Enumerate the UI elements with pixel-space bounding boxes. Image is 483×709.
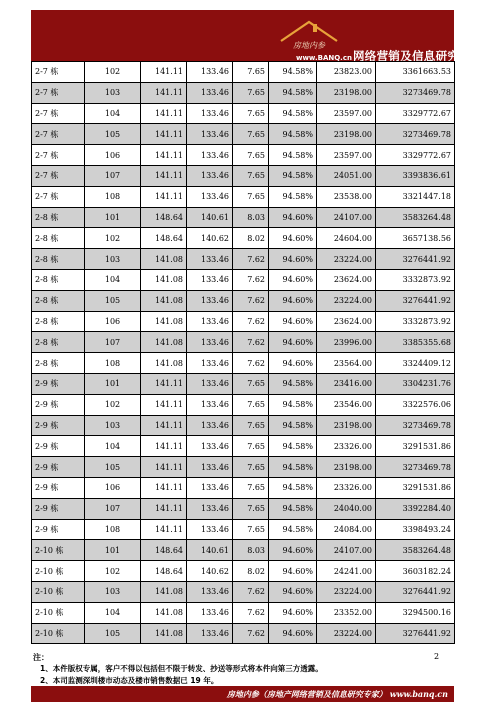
area-cell: 141.11 (141, 457, 187, 478)
unit-price-cell: 23352.00 (317, 602, 376, 623)
unit-cell: 107 (85, 332, 141, 353)
ratio-cell: 94.60% (269, 207, 317, 228)
inner-area-cell: 133.46 (187, 477, 233, 498)
shared-area-cell: 7.65 (233, 124, 269, 145)
inner-area-cell: 133.46 (187, 186, 233, 207)
area-cell: 141.08 (141, 249, 187, 270)
shared-area-cell: 7.62 (233, 311, 269, 332)
shared-area-cell: 8.02 (233, 561, 269, 582)
table-row (32, 353, 455, 374)
inner-area-cell: 140.61 (187, 207, 233, 228)
area-cell: 148.64 (141, 561, 187, 582)
table-row (32, 436, 455, 457)
total-price-cell: 3332873.92 (376, 269, 455, 290)
unit-price-cell: 23224.00 (317, 581, 376, 602)
building-cell: 2-9 栋 (32, 415, 85, 436)
unit-cell: 101 (85, 207, 141, 228)
shared-area-cell: 7.65 (233, 519, 269, 540)
area-cell: 141.11 (141, 103, 187, 124)
ratio-cell: 94.58% (269, 394, 317, 415)
shared-area-cell: 7.65 (233, 103, 269, 124)
table-row (32, 82, 455, 103)
shared-area-cell: 7.65 (233, 186, 269, 207)
shared-area-cell: 7.65 (233, 457, 269, 478)
inner-area-cell: 133.46 (187, 311, 233, 332)
table-row (32, 561, 455, 582)
inner-area-cell: 133.46 (187, 623, 233, 644)
inner-area-cell: 133.46 (187, 269, 233, 290)
unit-price-cell: 24051.00 (317, 165, 376, 186)
ratio-cell: 94.58% (269, 124, 317, 145)
shared-area-cell: 7.65 (233, 415, 269, 436)
building-cell: 2-9 栋 (32, 477, 85, 498)
ratio-cell: 94.58% (269, 373, 317, 394)
total-price-cell: 3276441.92 (376, 290, 455, 311)
total-price-cell: 3273469.78 (376, 415, 455, 436)
unit-cell: 104 (85, 103, 141, 124)
total-price-cell: 3603182.24 (376, 561, 455, 582)
area-cell: 141.11 (141, 519, 187, 540)
area-cell: 148.64 (141, 207, 187, 228)
total-price-cell: 3583264.48 (376, 207, 455, 228)
unit-price-cell: 24107.00 (317, 540, 376, 561)
total-price-cell: 3329772.67 (376, 103, 455, 124)
note-monitoring: 2、本司监测深圳楼市动态及楼市销售数据已 19 年。 (40, 676, 219, 685)
inner-area-cell: 133.46 (187, 457, 233, 478)
ratio-cell: 94.60% (269, 623, 317, 644)
total-price-cell: 3304231.76 (376, 373, 455, 394)
table-row (32, 62, 455, 83)
unit-price-cell: 23416.00 (317, 373, 376, 394)
area-cell: 141.08 (141, 623, 187, 644)
building-cell: 2-10 栋 (32, 540, 85, 561)
area-cell: 141.08 (141, 581, 187, 602)
building-cell: 2-7 栋 (32, 62, 85, 83)
unit-price-cell: 23198.00 (317, 457, 376, 478)
shared-area-cell: 7.65 (233, 498, 269, 519)
ratio-cell: 94.60% (269, 269, 317, 290)
unit-cell: 104 (85, 269, 141, 290)
area-cell: 141.11 (141, 82, 187, 103)
unit-price-cell: 23224.00 (317, 290, 376, 311)
area-cell: 141.08 (141, 269, 187, 290)
unit-cell: 102 (85, 62, 141, 83)
header-title: 网络营销及信息研究专家 (353, 49, 483, 63)
unit-price-cell: 23326.00 (317, 436, 376, 457)
ratio-cell: 94.58% (269, 457, 317, 478)
inner-area-cell: 133.46 (187, 581, 233, 602)
total-price-cell: 3324409.12 (376, 353, 455, 374)
table-row (32, 581, 455, 602)
area-cell: 141.11 (141, 124, 187, 145)
ratio-cell: 94.60% (269, 602, 317, 623)
unit-price-cell: 24241.00 (317, 561, 376, 582)
shared-area-cell: 7.62 (233, 581, 269, 602)
shared-area-cell: 7.65 (233, 165, 269, 186)
shared-area-cell: 7.62 (233, 290, 269, 311)
total-price-cell: 3294500.16 (376, 602, 455, 623)
unit-price-cell: 24604.00 (317, 228, 376, 249)
building-cell: 2-7 栋 (32, 103, 85, 124)
notes-heading: 注： (33, 652, 49, 662)
total-price-cell: 3276441.92 (376, 581, 455, 602)
inner-area-cell: 133.46 (187, 124, 233, 145)
inner-area-cell: 133.46 (187, 62, 233, 83)
area-cell: 141.11 (141, 62, 187, 83)
unit-cell: 103 (85, 82, 141, 103)
ratio-cell: 94.60% (269, 561, 317, 582)
total-price-cell: 3273469.78 (376, 82, 455, 103)
unit-price-cell: 23823.00 (317, 62, 376, 83)
ratio-cell: 94.58% (269, 519, 317, 540)
area-cell: 141.11 (141, 145, 187, 166)
building-cell: 2-10 栋 (32, 602, 85, 623)
table-row (32, 290, 455, 311)
building-cell: 2-8 栋 (32, 228, 85, 249)
building-cell: 2-8 栋 (32, 290, 85, 311)
unit-price-cell: 23326.00 (317, 477, 376, 498)
building-cell: 2-10 栋 (32, 581, 85, 602)
unit-cell: 106 (85, 145, 141, 166)
total-price-cell: 3329772.67 (376, 145, 455, 166)
unit-price-cell: 24107.00 (317, 207, 376, 228)
unit-cell: 107 (85, 498, 141, 519)
shared-area-cell: 7.65 (233, 436, 269, 457)
unit-price-cell: 23198.00 (317, 124, 376, 145)
table-row (32, 540, 455, 561)
shared-area-cell: 8.02 (233, 228, 269, 249)
inner-area-cell: 133.46 (187, 165, 233, 186)
table-row (32, 249, 455, 270)
table-row (32, 124, 455, 145)
table-row (32, 477, 455, 498)
ratio-cell: 94.58% (269, 498, 317, 519)
area-cell: 141.08 (141, 332, 187, 353)
total-price-cell: 3291531.86 (376, 436, 455, 457)
total-price-cell: 3657138.56 (376, 228, 455, 249)
unit-cell: 105 (85, 623, 141, 644)
ratio-cell: 94.58% (269, 165, 317, 186)
table-row (32, 623, 455, 644)
ratio-cell: 94.58% (269, 62, 317, 83)
inner-area-cell: 140.62 (187, 228, 233, 249)
ratio-cell: 94.58% (269, 82, 317, 103)
table-row (32, 519, 455, 540)
inner-area-cell: 133.46 (187, 249, 233, 270)
table-row (32, 332, 455, 353)
inner-area-cell: 133.46 (187, 519, 233, 540)
ratio-cell: 94.60% (269, 249, 317, 270)
inner-area-cell: 133.46 (187, 373, 233, 394)
note-copyright: 1、本件版权专属，客户不得以包括但不限于转发、抄送等形式将本件向第三方透露。 (40, 664, 323, 673)
unit-cell: 106 (85, 477, 141, 498)
inner-area-cell: 133.46 (187, 103, 233, 124)
building-cell: 2-10 栋 (32, 561, 85, 582)
table-row (32, 394, 455, 415)
table-row (32, 269, 455, 290)
total-price-cell: 3361663.53 (376, 62, 455, 83)
building-cell: 2-7 栋 (32, 165, 85, 186)
total-price-cell: 3273469.78 (376, 457, 455, 478)
table-row (32, 165, 455, 186)
area-cell: 141.11 (141, 186, 187, 207)
unit-cell: 107 (85, 165, 141, 186)
building-cell: 2-9 栋 (32, 519, 85, 540)
building-cell: 2-9 栋 (32, 436, 85, 457)
unit-cell: 102 (85, 561, 141, 582)
unit-price-cell: 24084.00 (317, 519, 376, 540)
inner-area-cell: 133.46 (187, 436, 233, 457)
area-cell: 141.11 (141, 373, 187, 394)
ratio-cell: 94.60% (269, 353, 317, 374)
building-cell: 2-9 栋 (32, 498, 85, 519)
unit-cell: 103 (85, 249, 141, 270)
shared-area-cell: 7.65 (233, 62, 269, 83)
unit-price-cell: 23546.00 (317, 394, 376, 415)
ratio-cell: 94.58% (269, 103, 317, 124)
building-cell: 2-7 栋 (32, 124, 85, 145)
unit-price-cell: 23224.00 (317, 249, 376, 270)
shared-area-cell: 7.65 (233, 477, 269, 498)
unit-cell: 101 (85, 540, 141, 561)
total-price-cell: 3321447.18 (376, 186, 455, 207)
unit-price-cell: 23624.00 (317, 269, 376, 290)
area-cell: 141.08 (141, 311, 187, 332)
building-cell: 2-8 栋 (32, 269, 85, 290)
unit-cell: 104 (85, 602, 141, 623)
unit-price-cell: 23224.00 (317, 623, 376, 644)
inner-area-cell: 140.62 (187, 561, 233, 582)
total-price-cell: 3398493.24 (376, 519, 455, 540)
shared-area-cell: 7.62 (233, 332, 269, 353)
area-cell: 141.11 (141, 394, 187, 415)
shared-area-cell: 7.62 (233, 249, 269, 270)
table-row (32, 498, 455, 519)
area-cell: 141.08 (141, 290, 187, 311)
area-cell: 141.08 (141, 353, 187, 374)
sales-data-table (31, 61, 455, 644)
building-cell: 2-9 栋 (32, 394, 85, 415)
building-cell: 2-8 栋 (32, 249, 85, 270)
unit-price-cell: 24040.00 (317, 498, 376, 519)
table-row (32, 103, 455, 124)
table-row (32, 457, 455, 478)
area-cell: 148.64 (141, 540, 187, 561)
shared-area-cell: 8.03 (233, 207, 269, 228)
inner-area-cell: 133.46 (187, 602, 233, 623)
shared-area-cell: 7.62 (233, 269, 269, 290)
logo-url: www.BANQ.cn (296, 54, 352, 62)
ratio-cell: 94.58% (269, 186, 317, 207)
inner-area-cell: 133.46 (187, 332, 233, 353)
table-row (32, 311, 455, 332)
total-price-cell: 3393836.61 (376, 165, 455, 186)
unit-price-cell: 23597.00 (317, 145, 376, 166)
unit-cell: 101 (85, 373, 141, 394)
shared-area-cell: 7.65 (233, 145, 269, 166)
table-body (32, 62, 455, 644)
unit-cell: 103 (85, 415, 141, 436)
building-cell: 2-8 栋 (32, 311, 85, 332)
unit-price-cell: 23624.00 (317, 311, 376, 332)
unit-cell: 104 (85, 436, 141, 457)
unit-price-cell: 23198.00 (317, 82, 376, 103)
footer-text: 房地内参（房地产网络营销及信息研究专家） www.banq.cn (226, 689, 448, 699)
ratio-cell: 94.60% (269, 332, 317, 353)
table-row (32, 415, 455, 436)
total-price-cell: 3273469.78 (376, 124, 455, 145)
ratio-cell: 94.60% (269, 581, 317, 602)
table-row (32, 207, 455, 228)
total-price-cell: 3291531.86 (376, 477, 455, 498)
inner-area-cell: 133.46 (187, 353, 233, 374)
total-price-cell: 3276441.92 (376, 623, 455, 644)
shared-area-cell: 7.62 (233, 602, 269, 623)
area-cell: 141.11 (141, 415, 187, 436)
unit-cell: 108 (85, 353, 141, 374)
inner-area-cell: 133.46 (187, 145, 233, 166)
total-price-cell: 3322576.06 (376, 394, 455, 415)
logo-wordmark: 房地内参 (293, 41, 325, 50)
area-cell: 141.11 (141, 165, 187, 186)
inner-area-cell: 133.46 (187, 498, 233, 519)
building-cell: 2-10 栋 (32, 623, 85, 644)
area-cell: 141.11 (141, 498, 187, 519)
total-price-cell: 3332873.92 (376, 311, 455, 332)
area-cell: 141.11 (141, 477, 187, 498)
unit-price-cell: 23564.00 (317, 353, 376, 374)
ratio-cell: 94.58% (269, 145, 317, 166)
inner-area-cell: 133.46 (187, 290, 233, 311)
inner-area-cell: 133.46 (187, 415, 233, 436)
table-row (32, 145, 455, 166)
building-cell: 2-8 栋 (32, 332, 85, 353)
table-row (32, 602, 455, 623)
unit-cell: 105 (85, 290, 141, 311)
area-cell: 141.08 (141, 602, 187, 623)
unit-cell: 102 (85, 394, 141, 415)
table-row (32, 373, 455, 394)
ratio-cell: 94.60% (269, 228, 317, 249)
table-row (32, 186, 455, 207)
unit-cell: 105 (85, 124, 141, 145)
page-number: 2 (434, 652, 440, 661)
table-row (32, 228, 455, 249)
shared-area-cell: 7.62 (233, 353, 269, 374)
shared-area-cell: 7.65 (233, 373, 269, 394)
shared-area-cell: 7.65 (233, 394, 269, 415)
unit-price-cell: 23538.00 (317, 186, 376, 207)
page-header-banner (31, 10, 483, 63)
shared-area-cell: 8.03 (233, 540, 269, 561)
building-cell: 2-7 栋 (32, 186, 85, 207)
building-cell: 2-7 栋 (32, 145, 85, 166)
unit-price-cell: 23198.00 (317, 415, 376, 436)
unit-price-cell: 23597.00 (317, 103, 376, 124)
unit-price-cell: 23996.00 (317, 332, 376, 353)
inner-area-cell: 133.46 (187, 82, 233, 103)
building-cell: 2-9 栋 (32, 373, 85, 394)
unit-cell: 108 (85, 519, 141, 540)
inner-area-cell: 140.61 (187, 540, 233, 561)
area-cell: 141.11 (141, 436, 187, 457)
unit-cell: 108 (85, 186, 141, 207)
page-footer-banner (31, 686, 454, 702)
ratio-cell: 94.58% (269, 436, 317, 457)
unit-cell: 106 (85, 311, 141, 332)
building-cell: 2-8 栋 (32, 353, 85, 374)
ratio-cell: 94.60% (269, 290, 317, 311)
shared-area-cell: 7.62 (233, 623, 269, 644)
ratio-cell: 94.58% (269, 415, 317, 436)
building-cell: 2-7 栋 (32, 82, 85, 103)
unit-cell: 102 (85, 228, 141, 249)
ratio-cell: 94.58% (269, 477, 317, 498)
ratio-cell: 94.60% (269, 311, 317, 332)
total-price-cell: 3392284.40 (376, 498, 455, 519)
ratio-cell: 94.60% (269, 540, 317, 561)
unit-cell: 105 (85, 457, 141, 478)
total-price-cell: 3276441.92 (376, 249, 455, 270)
area-cell: 148.64 (141, 228, 187, 249)
total-price-cell: 3583264.48 (376, 540, 455, 561)
inner-area-cell: 133.46 (187, 394, 233, 415)
total-price-cell: 3385355.68 (376, 332, 455, 353)
shared-area-cell: 7.65 (233, 82, 269, 103)
building-cell: 2-8 栋 (32, 207, 85, 228)
unit-cell: 103 (85, 581, 141, 602)
building-cell: 2-9 栋 (32, 457, 85, 478)
